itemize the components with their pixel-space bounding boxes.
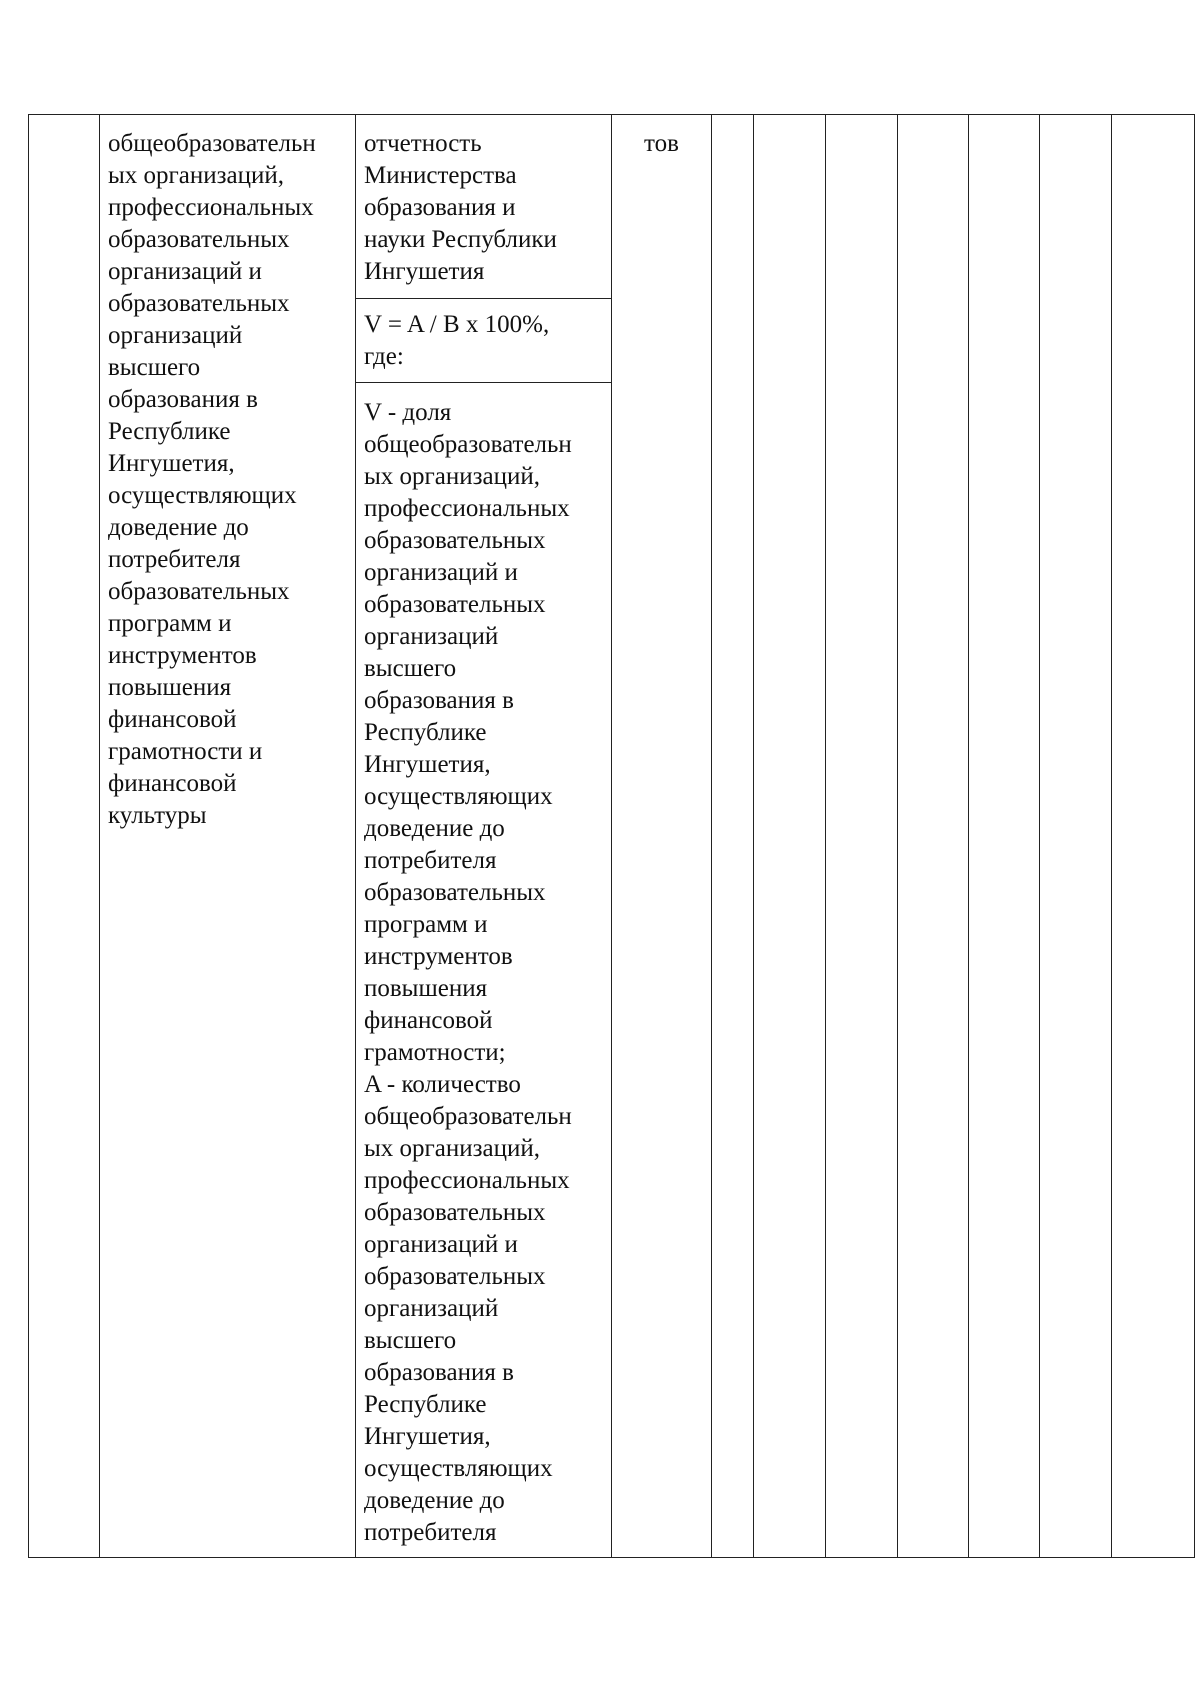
method-block bbox=[356, 115, 611, 1556]
indicator-table bbox=[28, 114, 1195, 1558]
value-cell-5 bbox=[969, 115, 1040, 1558]
value-cell-6 bbox=[1040, 115, 1112, 1558]
value-cell-3 bbox=[826, 115, 898, 1558]
calculation-method-cell bbox=[356, 115, 612, 1558]
row-number-cell bbox=[29, 115, 100, 1558]
value-cell-4 bbox=[898, 115, 969, 1558]
indicator-name-cell: общеобразовательн ых организаций, профессиональных образовательных организаций и образовательных организаций высшего образования в Республике Ингушетия, осуществляющих доведение до потребителя образовательных программ и инструментов повышения финансовой грамотности и финансовой культуры bbox=[100, 115, 356, 1558]
formula-description-text: V - доля общеобразовательн ых организаций, профессиональных образовательных организаций и образовательных организаций высшего образования в Республике Ингушетия, осуществляющих доведение до потребителя образовательных программ и инструментов повышения финансовой грамотности; A - количество общеобразовательн ых организаций, профессиональных образовательных организаций и образовательных организаций высшего образования в Республике Ингушетия, осуществляющих доведение до потребителя bbox=[364, 399, 572, 1546]
value-cell-7 bbox=[1112, 115, 1195, 1558]
table-row bbox=[29, 115, 1195, 1558]
formula-text: V = A / B x 100%, где: bbox=[356, 299, 611, 383]
value-cell-1 bbox=[712, 115, 754, 1558]
data-source-text: отчетность Министерства образования и науки Республики Ингушетия bbox=[356, 115, 611, 299]
unit-cell: тов bbox=[612, 115, 712, 1558]
value-cell-2 bbox=[754, 115, 826, 1558]
